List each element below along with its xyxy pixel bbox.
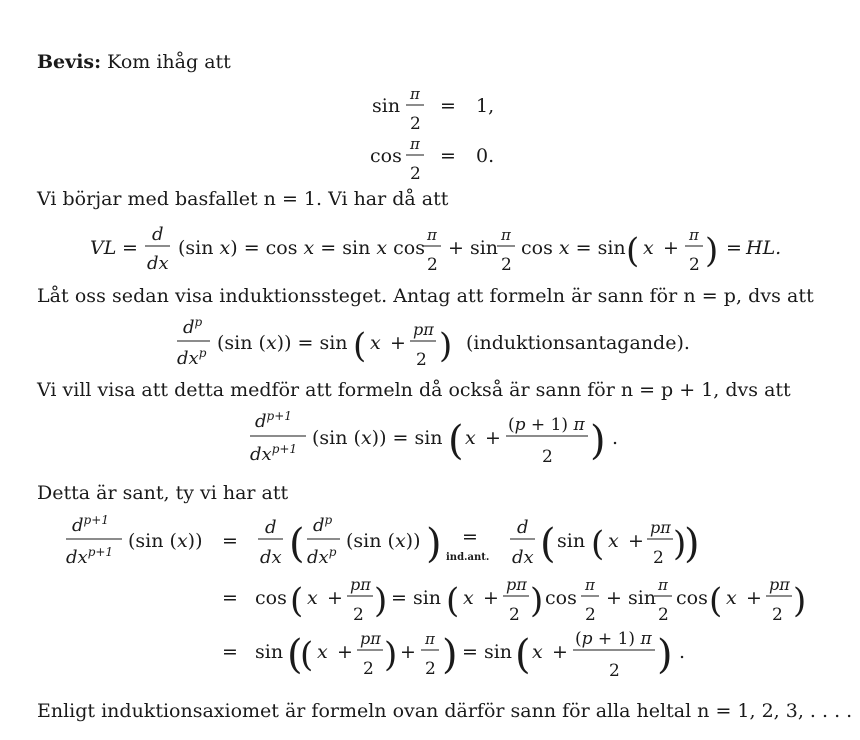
hl-symbol: HL. <box>746 237 782 259</box>
svg-text:π: π <box>658 576 668 594</box>
vl-symbol: VL <box>90 237 117 259</box>
equation-hypothesis <box>177 315 690 370</box>
svg-text:): ) <box>590 418 606 464</box>
svg-text:d: d <box>265 517 277 538</box>
svg-text:x: x <box>370 332 381 354</box>
svg-text:=: = <box>222 587 238 609</box>
svg-text:(sin (x)): (sin (x)) <box>346 530 421 552</box>
hypothesis-label: ind.ant. <box>446 552 490 563</box>
svg-text:x: x <box>307 587 318 609</box>
svg-text:=: = <box>222 530 238 552</box>
to-show-text: Vi vill visa att detta medför att formeln då också är sann för n = p + 1, dvs att <box>37 379 791 401</box>
svg-text:=: = <box>462 526 478 548</box>
equation-derivation-line-1 <box>66 513 700 568</box>
svg-text:+: + <box>628 530 644 552</box>
svg-text:.: . <box>679 641 686 663</box>
equation-base-case <box>90 224 781 275</box>
svg-text:x: x <box>532 641 543 663</box>
svg-text:x: x <box>643 237 654 259</box>
svg-text:+: + <box>327 587 343 609</box>
svg-text:dp+1: $d^{p+1}$ <box>72 513 109 536</box>
two-den: 2 <box>410 164 421 184</box>
two-den: 2 <box>410 114 421 134</box>
svg-text:d: d <box>517 517 529 538</box>
svg-text:): ) <box>673 524 687 564</box>
svg-text:2: 2 <box>689 255 700 275</box>
svg-text:sin: sin <box>557 530 586 552</box>
svg-text:pπ: pπ <box>413 320 434 339</box>
svg-text:+: + <box>483 587 499 609</box>
svg-text:(: ( <box>287 632 303 678</box>
svg-text:x: x <box>317 641 328 663</box>
svg-text:= sin: = sin <box>391 587 442 609</box>
svg-text:sin: sin <box>255 641 284 663</box>
pi-num: π <box>410 85 420 103</box>
svg-text:π: π <box>585 576 595 594</box>
svg-text:x: x <box>608 530 619 552</box>
svg-text:pπ: pπ <box>769 575 790 594</box>
svg-text:+: + <box>746 587 762 609</box>
svg-text:): ) <box>374 581 388 621</box>
svg-text:+: + <box>390 332 406 354</box>
svg-text:(: ( <box>709 581 723 621</box>
conclusion-text: Enligt induktionsaxiomet är formeln ovan därför sann för alla heltal n = 1, 2, 3, . . . . <box>37 700 853 722</box>
svg-text:): ) <box>684 521 700 567</box>
svg-text:(: ( <box>448 418 464 464</box>
svg-text:+: + <box>663 237 679 259</box>
svg-text:): ) <box>705 231 719 271</box>
svg-text:+: + <box>485 427 501 449</box>
equals: = <box>440 95 456 117</box>
value-zero: 0. <box>476 145 495 167</box>
svg-text:2: 2 <box>353 605 364 625</box>
proof-intro-text: Kom ihåg att <box>107 51 231 73</box>
svg-text:dx: dx <box>512 547 534 568</box>
svg-text:cos: cos <box>676 587 708 609</box>
svg-text:dxp: $dx^p$ <box>307 545 337 568</box>
svg-text:pπ: pπ <box>360 629 381 648</box>
svg-text:dxp: $dx^p$ <box>177 346 207 369</box>
induction-step-text: Låt oss sedan visa induktionssteget. Antag att formeln är sann för n = p, dvs att <box>37 285 814 307</box>
svg-text:2: 2 <box>585 605 596 625</box>
pi-num: π <box>410 135 420 153</box>
svg-text:=: = <box>222 641 238 663</box>
svg-text:+ sin: + sin <box>606 587 657 609</box>
svg-text:(: ( <box>515 632 531 678</box>
svg-text:d: d <box>152 224 164 245</box>
svg-text:π: π <box>689 226 699 244</box>
svg-text:x: x <box>465 427 476 449</box>
svg-text:+: + <box>552 641 568 663</box>
svg-text:): ) <box>793 581 807 621</box>
equation-derivation-line-2 <box>222 575 806 625</box>
svg-text:2: 2 <box>772 605 783 625</box>
svg-text:2: 2 <box>363 659 374 679</box>
equation-to-show <box>250 409 618 467</box>
svg-text:+ sin: + sin <box>448 237 499 259</box>
svg-text:): ) <box>384 635 398 675</box>
svg-text:(: ( <box>626 231 640 271</box>
svg-text:+: + <box>337 641 353 663</box>
svg-text:(p + 1) π: (p + 1) π <box>508 415 585 435</box>
svg-text:π: π <box>427 226 437 244</box>
svg-text:2: 2 <box>427 255 438 275</box>
value-one: 1, <box>476 95 495 117</box>
svg-text:2: 2 <box>542 447 553 467</box>
svg-text:x: x <box>726 587 737 609</box>
equals: = <box>440 145 456 167</box>
proof-label: Bevis: <box>37 51 102 73</box>
svg-text:2: 2 <box>501 255 512 275</box>
svg-text:(: ( <box>591 524 605 564</box>
svg-text:x: x <box>463 587 474 609</box>
svg-text:): ) <box>442 632 458 678</box>
svg-text:2: 2 <box>658 605 669 625</box>
equation-sin-half-pi <box>372 85 494 134</box>
svg-text:π: π <box>425 630 435 648</box>
true-statement-text: Detta är sant, ty vi har att <box>37 482 289 504</box>
svg-text:π: π <box>501 226 511 244</box>
svg-text:(: ( <box>290 581 304 621</box>
svg-text:dp: $d^p$ <box>313 513 333 536</box>
svg-text:(sin (x)) = sin: (sin (x)) = sin <box>312 427 443 449</box>
svg-text:dp+1: $d^{p+1}$ <box>255 409 292 432</box>
svg-text:=: = <box>122 237 138 259</box>
svg-text:2: 2 <box>653 548 664 568</box>
svg-text:dx: dx <box>260 547 282 568</box>
svg-text:dp: $d^p$ <box>183 315 203 338</box>
svg-text:cos: cos <box>255 587 287 609</box>
base-case-text: Vi börjar med basfallet n = 1. Vi har då att <box>37 188 449 210</box>
svg-text:2: 2 <box>425 659 436 679</box>
svg-text:2: 2 <box>416 350 427 370</box>
svg-text:2: 2 <box>509 605 520 625</box>
svg-text:pπ: pπ <box>506 575 527 594</box>
svg-text:cos x = sin: cos x = sin <box>521 237 626 259</box>
svg-text:): ) <box>439 326 453 366</box>
svg-text:(: ( <box>289 521 305 567</box>
svg-text:(: ( <box>353 326 367 366</box>
svg-text:(: ( <box>540 521 556 567</box>
svg-text:(sin (x)) = sin: (sin (x)) = sin <box>217 332 348 354</box>
svg-text:= sin: = sin <box>462 641 513 663</box>
svg-text:(sin (x)): (sin (x)) <box>128 530 203 552</box>
svg-text:+: + <box>400 641 416 663</box>
svg-text:dx: dx <box>147 253 169 274</box>
equation-cos-half-pi <box>370 135 494 184</box>
svg-text:): ) <box>657 632 673 678</box>
svg-text:2: 2 <box>609 661 620 681</box>
svg-text:(: ( <box>300 635 314 675</box>
svg-text:=: = <box>726 237 742 259</box>
cos-func: cos <box>370 145 402 167</box>
svg-text:pπ: pπ <box>350 575 371 594</box>
sin-func: sin <box>372 95 401 117</box>
svg-text:(p + 1) π: (p + 1) π <box>575 629 652 649</box>
hypothesis-note: (induktionsantagande). <box>466 332 690 354</box>
svg-text:(: ( <box>446 581 460 621</box>
svg-text:): ) <box>530 581 544 621</box>
svg-text:pπ: pπ <box>650 518 671 537</box>
svg-text:dxp+1: $dx^{p+1}$ <box>250 442 298 465</box>
equation-derivation-line-3 <box>222 629 685 681</box>
svg-text:cos: cos <box>545 587 577 609</box>
svg-text:dxp+1: $dx^{p+1}$ <box>66 545 114 568</box>
svg-text:): ) <box>426 521 442 567</box>
svg-text:.: . <box>612 427 619 449</box>
svg-text:(sin x) = cos x = sin x cos: (sin x) = cos x = sin x cos <box>178 237 425 259</box>
